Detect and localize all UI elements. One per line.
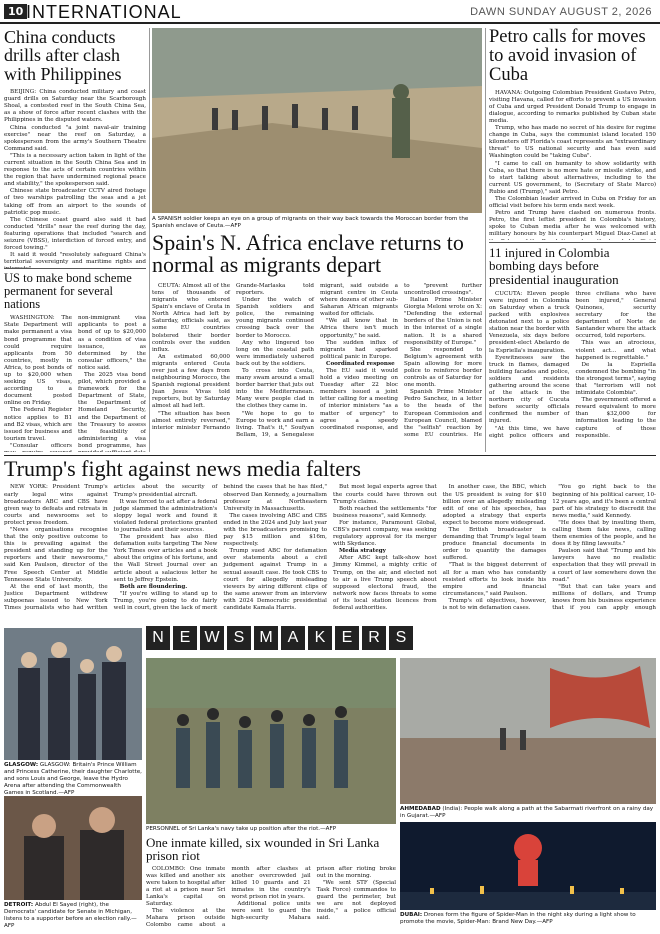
china-paragraph: BEIJING: China conducted military and coast guard drills on Saturday near the Scarborough Shoal, a contested reef in the South China Sea, as a show of force after recent clashes with the Philippines in the disputed waters. xyxy=(4,89,146,124)
petro-paragraph: The Colombian leader arrived in Cuba on Friday for an official visit before his term ends next week. xyxy=(489,195,656,210)
colombia-body xyxy=(489,291,656,441)
china-paragraph: Chinese state broadcaster CCTV aired footage of two warships patrolling the seas and a jet taking off from an airport to the sounds of patriotic pop music. xyxy=(4,188,146,216)
banner-letter: R xyxy=(362,626,386,650)
srilanka-photo xyxy=(146,658,396,824)
prison-paragraph: The violence at the Mahara prison outside Colombo came about a month after clashes at another overcrowded jail killed 10 guards and 21 inmates in the country's worst prison riot in years. xyxy=(146,865,311,929)
prison-story xyxy=(146,836,396,934)
bond-body xyxy=(4,315,146,452)
page-number: 10 xyxy=(4,4,27,19)
trump-paragraph: At the end of last month, the Justice Department withdrew subpoenas issued to New York Times journalists who had written articles about the security of Trump's presidential aircraft. xyxy=(4,484,218,612)
trump-paragraph: In another case, the BBC, which the US president is suing for $10 billion over an allegedly misleading edit of one of his speeches, has adopted a strategy that experts expect to become more widespread. xyxy=(442,484,547,526)
detroit-caption-text: Abdul El Sayed (right), the Democrats' candidate for Senate in Michigan, listens to a supporter before an election rally.—AFP xyxy=(4,902,137,929)
banner-letter: W xyxy=(200,626,224,650)
colombia-paragraph: Eyewitnesses saw the truck in flames, damaged building facades and police, soldiers and residents gathering around the scene of the attack in the northern city of Cucuta before security officials confirmed the number of injured. xyxy=(489,354,570,425)
bond-paragraph: The Federal Register notice applies to B1 and B2 visas, which are issued for business and tourism travel. xyxy=(4,407,72,442)
trump-subhead: Media strategy xyxy=(338,548,386,555)
trump-paragraph: "You go right back to the beginning of his political career, 10-12 years ago, and it's been a central part of his strategy to discredit the news media," said Kennedy. xyxy=(552,484,656,519)
spain-paragraph: An estimated 60,000 migrants entered Ceuta over just a few days from neighbouring Morocco, the Spanish regional president Juan Jesus Vivas told reporters, but by Saturday almost all had left. xyxy=(152,353,230,410)
ahmedabad-caption-text: (India): People walk along a path at the Sabarmati riverfront on a rainy day in Gujarat.—AFP xyxy=(400,806,654,819)
bond-headline: US to make bond scheme permanent for several nations xyxy=(4,272,132,311)
spain-paragraph: The sudden influx of migrants had sparked political panic in Europe. xyxy=(320,339,398,360)
banner-letter: E xyxy=(335,626,359,650)
trump-paragraph: The British broadcaster is demanding that Trump's legal team produce financial documents in order to quantify the damages suffered. xyxy=(442,527,547,562)
spain-photo xyxy=(152,28,482,213)
petro-paragraph: Trump, who has made no secret of his desire for regime change in Cuba, says the communist island located 150 kilometers off Florida's coast represents an "extraordinary threat" to US national security and has even said Washington could be "taking Cuba". xyxy=(489,125,656,160)
banner-letter: S xyxy=(389,626,413,650)
spain-paragraph: CEUTA: Almost all of the tens of thousands of migrants who entered Spain's enclave of Ceuta in North Africa had left by Saturday, officials said, as some EU countries bolstered their border controls over the sudden influx. xyxy=(152,282,230,353)
ahmedabad-caption-lead: AHMEDABAD xyxy=(400,806,441,812)
detroit-caption xyxy=(4,902,142,930)
spain-body xyxy=(152,283,482,443)
prison-body xyxy=(146,866,396,932)
china-paragraph: "This is a necessary action taken in light of the current situation in the South China Sea and in response to the acts of certain countries within the region that have undermined regional peace and stability," the spokesperson said. xyxy=(4,152,146,188)
dubai-caption-lead: DUBAI: xyxy=(400,912,423,918)
trump-paragraph: But most legal experts agree that the courts could have thrown out Trump's claims. xyxy=(332,484,437,505)
detroit-photo xyxy=(4,796,142,900)
trump-paragraph: "But that can take years and millions of dollars, and Trump knows from his business experience that if you can apply enough xyxy=(552,583,656,612)
prison-headline: One inmate killed, six wounded in Sri Lanka prison riot xyxy=(146,836,380,864)
bond-paragraph: WASHINGTON: The State Department will make permanent a visa bond programme that could require applicants from 50 countries, mostly in Africa, to post bonds of up to $20,000 when seeking US visas, according to a document posted online on Friday. xyxy=(4,315,72,407)
trump-paragraph: "News organisations recognise that the only positive outcome to this is prevailing against the president and standing up for the reporters and their newsrooms," said Ken Paulson, director of the Free Speech Center at Middle Tennessee State University. xyxy=(4,527,108,583)
spain-subhead: Coordinated response xyxy=(326,360,395,367)
spain-paragraph: The EU said it would hold a video meeting on Tuesday after 22 bloc members issued a joint letter calling for a meeting of interior ministers "as a matter of urgency" to agree a speedy coordinated response, and to "prevent further uncontrolled crossings". xyxy=(320,282,482,431)
spain-headline: Spain's N. Africa enclave returns to normal as migrants depart xyxy=(152,232,464,278)
spain-paragraph: Any who lingered too long on the coastal path were immediately ushered back out by the soldiers. xyxy=(236,339,314,367)
trump-paragraph: Trump's oil objectives, however, is not to win defamation cases. xyxy=(442,597,547,612)
newsmakers-banner xyxy=(146,626,660,654)
spain-paragraph: Spanish Prime Minister Pedro Sanchez, in a letter to the heads of the European Commission and European Council, blamed the "selfish" reaction by some EU countries. He xyxy=(404,389,482,438)
colombia-paragraph: This was an atrocious, violent act... and what happened is regrettable." xyxy=(575,340,656,361)
glasgow-caption-text: GLASGOW: Britain's Prince William and Princess Catherine, their daughter Charlotte, and sons Louis and George, leave the Hydro Arena after attending the Commonwealth Games in Scotland.—AFP xyxy=(4,762,142,796)
china-paragraph: It said it would "resolutely safeguard China's territorial sovereignty and maritime rights and xyxy=(4,252,146,266)
bond-paragraph: The 2025 visa bond pilot, which provided a framework for the Department of State, the Department of Homeland Security, and the Department of the Treasury to assess the feasibility of administering a visa bond programme, has xyxy=(78,372,146,449)
petro-paragraph: HAVANA: Outgoing Colombian President Gustavo Petro, visiting Havana, called for efforts to prevent a US invasion of Cuba and urged President Donald Trump to engage in dialogue, according to remarks published by Cuban state media. xyxy=(489,89,656,124)
detroit-caption-lead: DETROIT: xyxy=(4,902,34,908)
bond-paragraph: "Consular officers non-immigrant visa applicants to post a bond of up to $20,000 as a condition of visa issuance, as determined by the consular officers," the notice said. xyxy=(10,315,146,449)
petro-paragraph: Petro and Trump have clashed on numerous fronts. Petro, the first leftist president in Colombia's history, spoke to Cuban media after he was welcomed with military honours by his counterpart Miguel Diaz-Canel at xyxy=(489,210,656,238)
spain-paragraph: "The situation has been almost entirely reversed," interior minister Fernando Grande-Marlaska told reporters. xyxy=(152,282,314,431)
srilanka-photo-caption: PERSONNEL of Sri Lanka's navy take up position after the riot.—AFP xyxy=(146,826,337,832)
divider xyxy=(4,455,656,456)
dubai-photo xyxy=(400,822,656,910)
petro-body xyxy=(489,90,656,240)
banner-letter: S xyxy=(227,626,251,650)
divider xyxy=(4,268,146,269)
ahmedabad-photo xyxy=(400,658,656,804)
banner-letter: E xyxy=(173,626,197,650)
spain-story xyxy=(152,232,482,452)
column-rule xyxy=(485,28,486,452)
spain-paragraph: Italian Prime Minister Giorgia Meloni wrote on X: "Defending the external borders of the Union is not in the interest of a single nation. It is a shared responsibility of Europe." xyxy=(404,297,482,346)
colombia-paragraph: CUCUTA: Eleven people were injured in Colombia on Saturday when a truck packed with explosives detonated next to a police station near the border with Venezuela, six days before president-elect Abelardo de la Espriella's inauguration. xyxy=(489,290,570,354)
trump-paragraph: NEW YORK: President Trump's early legal wins against broadcasters ABC and CBS have given way to defeats and retreats in courts and newsrooms set to protect press freedom. xyxy=(4,484,108,526)
bond-story xyxy=(4,272,146,452)
spain-paragraph: To cross into Ceuta, many swam around a small border barrier that juts out into the Mediterranean. Many were people clad in the clothes they came in. xyxy=(236,368,314,410)
banner-letter: M xyxy=(254,626,278,650)
colombia-story xyxy=(489,246,656,452)
column-rule xyxy=(149,28,150,452)
trump-subhead: Both are floundering. xyxy=(119,583,188,590)
trump-paragraph: After ABC kept talk-show host Jimmy Kimmel, a mighty critic of Trump, on the air, and elected not to air a live Trump speech about supposed electoral fraud, the network now faces threats to some of its local station licences from federal authorities. xyxy=(332,555,437,612)
trump-paragraph: "That is the biggest deterrent of all for a man who has constantly resisted efforts to look inside his empire and financial circumstances," said Paulson. xyxy=(442,562,547,597)
trump-paragraph: For instance, Paramount Global, CBS's parent company, was seeking regulatory approval for its merger with Skydance. xyxy=(332,519,437,548)
trump-paragraph: It was forced to act after a federal judge slammed the administration's sloppy legal work and found it violated federal protections granted to journalists and their sources. xyxy=(113,498,218,533)
china-paragraph: The Chinese coast guard also said it had conducted "drills" near the reef during the day, featuring operations that included "search and seizure (VBSS), interdiction of forced entry, and forced towing." xyxy=(4,216,146,252)
trump-paragraph: "He does that by insulting them, calling them fake news, calling them enemies of the people, and he does it by filing lawsuits." xyxy=(552,519,656,548)
colombia-paragraph: The government offered a reward equivalent to more than $32,000 for information leading to the capture of those responsible. xyxy=(575,397,656,439)
prison-paragraph: "We sent STF (Special Task Force) commandos to guard the perimeter, but we are not deployed inside," a police official said. xyxy=(316,879,396,922)
trump-paragraph: "If you're willing to stand up to Trump, you're going to do fairly well in court, given the lack of merit behind the cases that he has filed," observed Dan Kennedy, a journalism professor at Northeastern University in Massachusetts. xyxy=(113,484,327,612)
spain-photo-caption: A SPANISH soldier keeps an eye on a group of migrants on their way back towards the Moroccan border from the Spanish enclave of Ceuta.—AFP xyxy=(152,216,469,229)
dateline: DAWN SUNDAY AUGUST 2, 2026 xyxy=(470,6,652,18)
trump-paragraph: Trump sued ABC for defamation over statements about a civil judgement against Trump in a sexual assault case. He took CBS to court for allegedly misleading viewers by airing different clips of the same answer from an interview with 2024 Democratic presidential candidate Kamala Harris. xyxy=(223,548,327,612)
divider xyxy=(489,242,656,243)
banner-letter: A xyxy=(281,626,305,650)
page-header xyxy=(0,0,660,24)
banner-letter: K xyxy=(308,626,332,650)
petro-paragraph: "I came to call on humanity to show solidarity with Cuba, so that there is no more hate or missile strike, and to start talking about alternatives, including to the current US government, to (Secretary of State Marco) Rubio and (Trump)," said Petro. xyxy=(489,160,656,195)
trump-story xyxy=(4,458,656,622)
spain-paragraph: Under the watch of Spanish soldiers and police, the remaining young migrants continued crossing back over the border to Morocco. xyxy=(236,297,314,339)
colombia-paragraph: "At this time, we have eight police officers and three civilians who have been injured," General Quinones, security secretary for the department of Norte de Santander where the attack occurred, told reporters. xyxy=(489,290,656,439)
trump-paragraph: The cases involving ABC and CBS ended in the 2024 and July last year with the broadcasters promising to pay $15 million and $16m, respectively. xyxy=(223,512,327,548)
prison-paragraph: COLOMBO: One inmate was killed and another six were taken to hospital after a riot at a prison near Sri Lanka's capital on Saturday. xyxy=(146,865,226,907)
ahmedabad-caption xyxy=(400,806,656,820)
china-headline: China conducts drills after clash with Philippines xyxy=(4,28,122,84)
dubai-caption-text: Drones form the figure of Spider-Man in the night sky during a light show to promote the movie, Spider-Man: Brand New Day.—AFP xyxy=(400,912,636,925)
prison-paragraph: Additional police units were sent to guard the high-security Mahara prison after rioting broke out in the morning. xyxy=(231,865,396,922)
trump-paragraph: Paulson said that "Trump and his lawyers have no realistic expectation that they will prevail in a court of law somewhere down the road." xyxy=(552,548,656,583)
china-paragraph: China conducted "a joint naval-air training exercise" near the reef on Saturday, a spokesperson from the army's Southern Theatre Command said. xyxy=(4,124,146,152)
trump-paragraph: Both reached the settlements "for business reasons", said Kennedy. xyxy=(332,505,437,519)
colombia-headline: 11 injured in Colombia bombing days before presidential inauguration xyxy=(489,246,619,287)
colombia-paragraph: De la Espriella condemned the bombing "in the strongest terms", saying that "terrorism will not intimidate Colombia". xyxy=(575,361,656,397)
trump-paragraph: The president has also filed defamation suits targeting The New York Times over articles and a book about the origins of his fortune, and the Wall Street Journal over an article about a salacious letter he sent to Jeffrey Epstein. xyxy=(113,534,218,583)
dubai-caption xyxy=(400,912,656,926)
section-title: INTERNATIONAL xyxy=(26,2,182,22)
petro-headline: Petro calls for moves to avoid invasion of Cuba xyxy=(489,28,646,85)
spain-paragraph: "We all know that in Africa there isn't much opportunity," he said. xyxy=(320,318,398,339)
glasgow-photo xyxy=(4,628,142,760)
trump-body xyxy=(4,484,656,616)
china-story xyxy=(4,28,146,268)
glasgow-caption-lead: GLASGOW: xyxy=(4,762,39,768)
petro-story xyxy=(489,28,656,240)
spain-paragraph: "We hope to go to Europe to work and earn a living. That's it," Soufyan Bellam, 19, a Senegalese migrant, said outside a migrant centre in Ceuta where dozens of other sub-Saharan African migrants waited for officials. xyxy=(236,282,398,438)
trump-headline: Trump's fight against news media falters xyxy=(4,458,361,481)
glasgow-caption xyxy=(4,762,142,797)
china-body xyxy=(4,89,146,268)
banner-letter: N xyxy=(146,626,170,650)
spain-paragraph: She responded to Belgium's agreement with Spain allowing for more police to reinforce border controls as of Saturday for one month. xyxy=(404,346,482,389)
